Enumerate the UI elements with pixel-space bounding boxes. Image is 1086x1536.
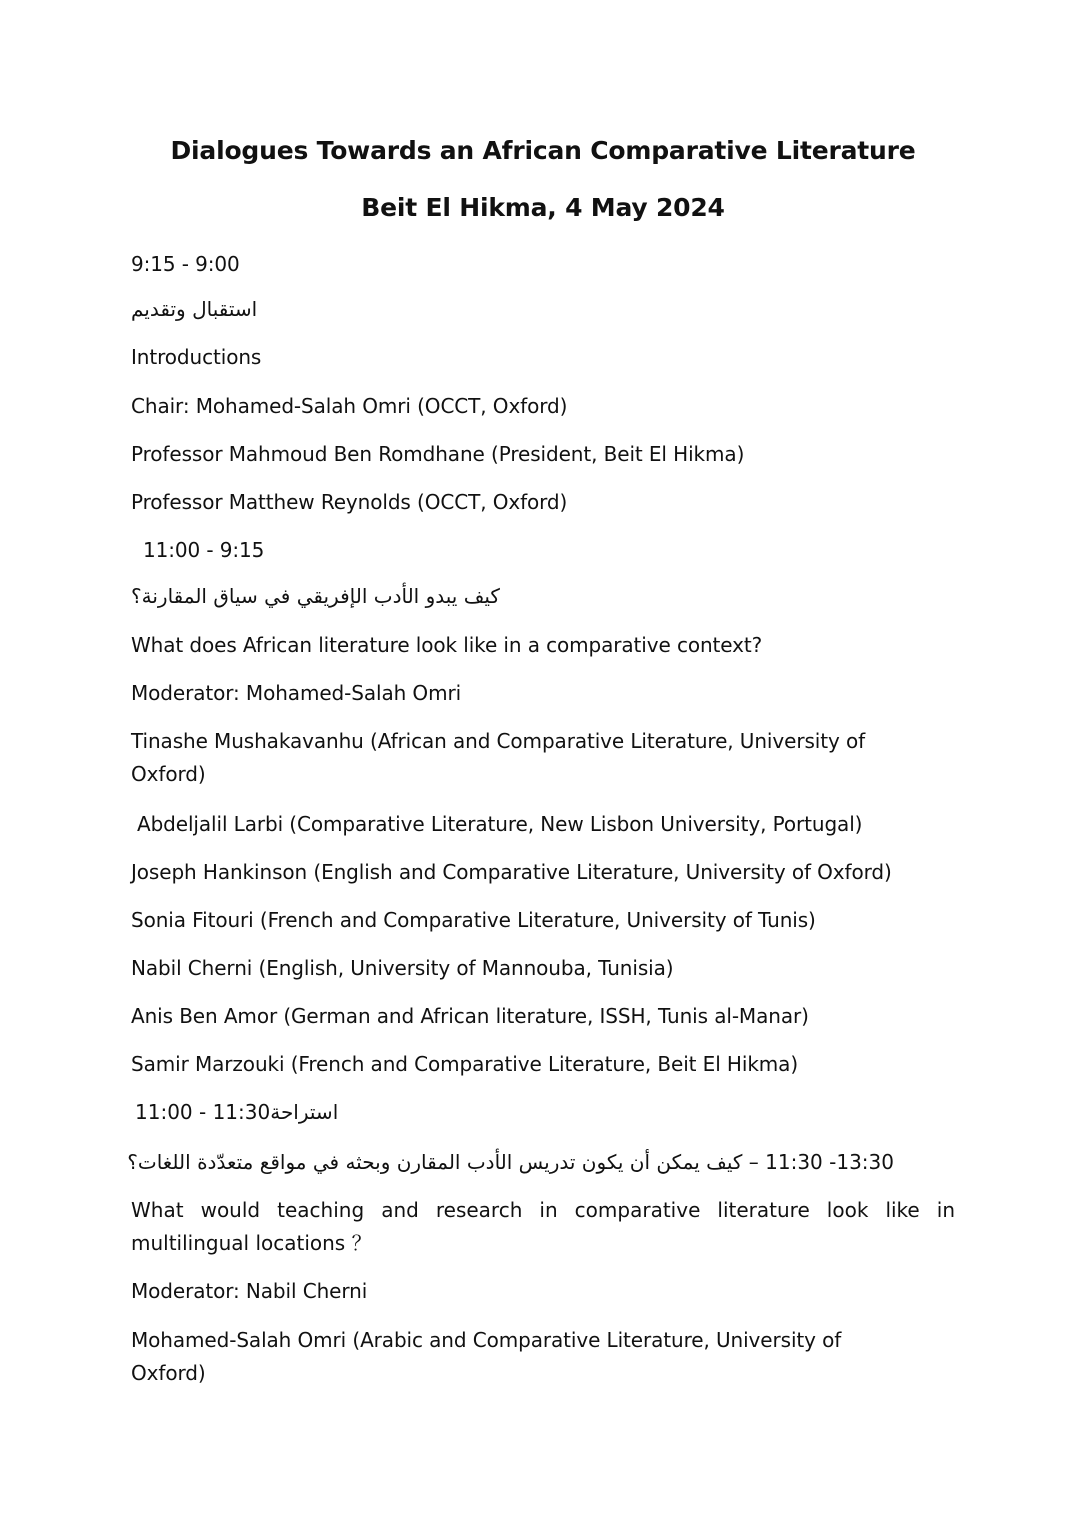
session2-title: What does African literature look like in a comparative context? bbox=[131, 633, 763, 657]
break-label: استراحة bbox=[270, 1100, 339, 1124]
session3-time: 11:30 -13:30 bbox=[765, 1150, 894, 1174]
session2-speaker: Joseph Hankinson (English and Comparative Literature, University of Oxford) bbox=[131, 860, 892, 884]
session1-speaker: Professor Mahmoud Ben Romdhane (President, Beit El Hikma) bbox=[131, 442, 745, 466]
session2-time: 11:00 - 9:15 bbox=[143, 538, 265, 562]
document-subtitle: Beit El Hikma, 4 May 2024 bbox=[361, 193, 725, 222]
document-title: Dialogues Towards an African Comparative Literature bbox=[170, 136, 916, 165]
session3-moderator: Moderator: Nabil Cherni bbox=[131, 1279, 368, 1303]
session2-speaker: Tinashe Mushakavanhu (African and Comparative Literature, University of Oxford) bbox=[131, 729, 866, 786]
session3-speaker: Mohamed-Salah Omri (Arabic and Comparative Literature, University of Oxford) bbox=[131, 1328, 842, 1385]
session2-speaker: Nabil Cherni (English, University of Mannouba, Tunisia) bbox=[131, 956, 674, 980]
session1-speaker: Professor Matthew Reynolds (OCCT, Oxford) bbox=[131, 490, 568, 514]
session2-speaker: Abdeljalil Larbi (Comparative Literature, New Lisbon University, Portugal) bbox=[137, 812, 863, 836]
session1-title: Introductions bbox=[131, 345, 262, 369]
session2-moderator: Moderator: Mohamed-Salah Omri bbox=[131, 681, 462, 705]
session2-speaker: Sonia Fitouri (French and Comparative Literature, University of Tunis) bbox=[131, 908, 816, 932]
session1-time: 9:15 - 9:00 bbox=[131, 252, 240, 276]
session2-speaker: Anis Ben Amor (German and African literature, ISSH, Tunis al-Manar) bbox=[131, 1004, 809, 1028]
session1-chair: Chair: Mohamed-Salah Omri (OCCT, Oxford) bbox=[131, 394, 568, 418]
session3-arabic-title: كيف يمكن أن يكون تدريس الأدب المقارن وبحثه في مواقع متعدّدة اللغات؟ bbox=[127, 1150, 743, 1174]
session1-arabic-title: استقبال وتقديم bbox=[131, 297, 258, 321]
session2-arabic-title: كيف يبدو الأدب الإفريقي في سياق المقارنة؟ bbox=[131, 584, 500, 608]
session2-speaker: Samir Marzouki (French and Comparative Literature, Beit El Hikma) bbox=[131, 1052, 799, 1076]
session3-title: What would teaching and research in comparative literature look like in multilingual locations ？ bbox=[131, 1198, 955, 1255]
session3-header bbox=[127, 1150, 894, 1174]
break-time: 11:30 - 11:00 bbox=[135, 1100, 271, 1124]
session3-dash: – bbox=[748, 1150, 759, 1174]
break-line bbox=[135, 1100, 338, 1124]
